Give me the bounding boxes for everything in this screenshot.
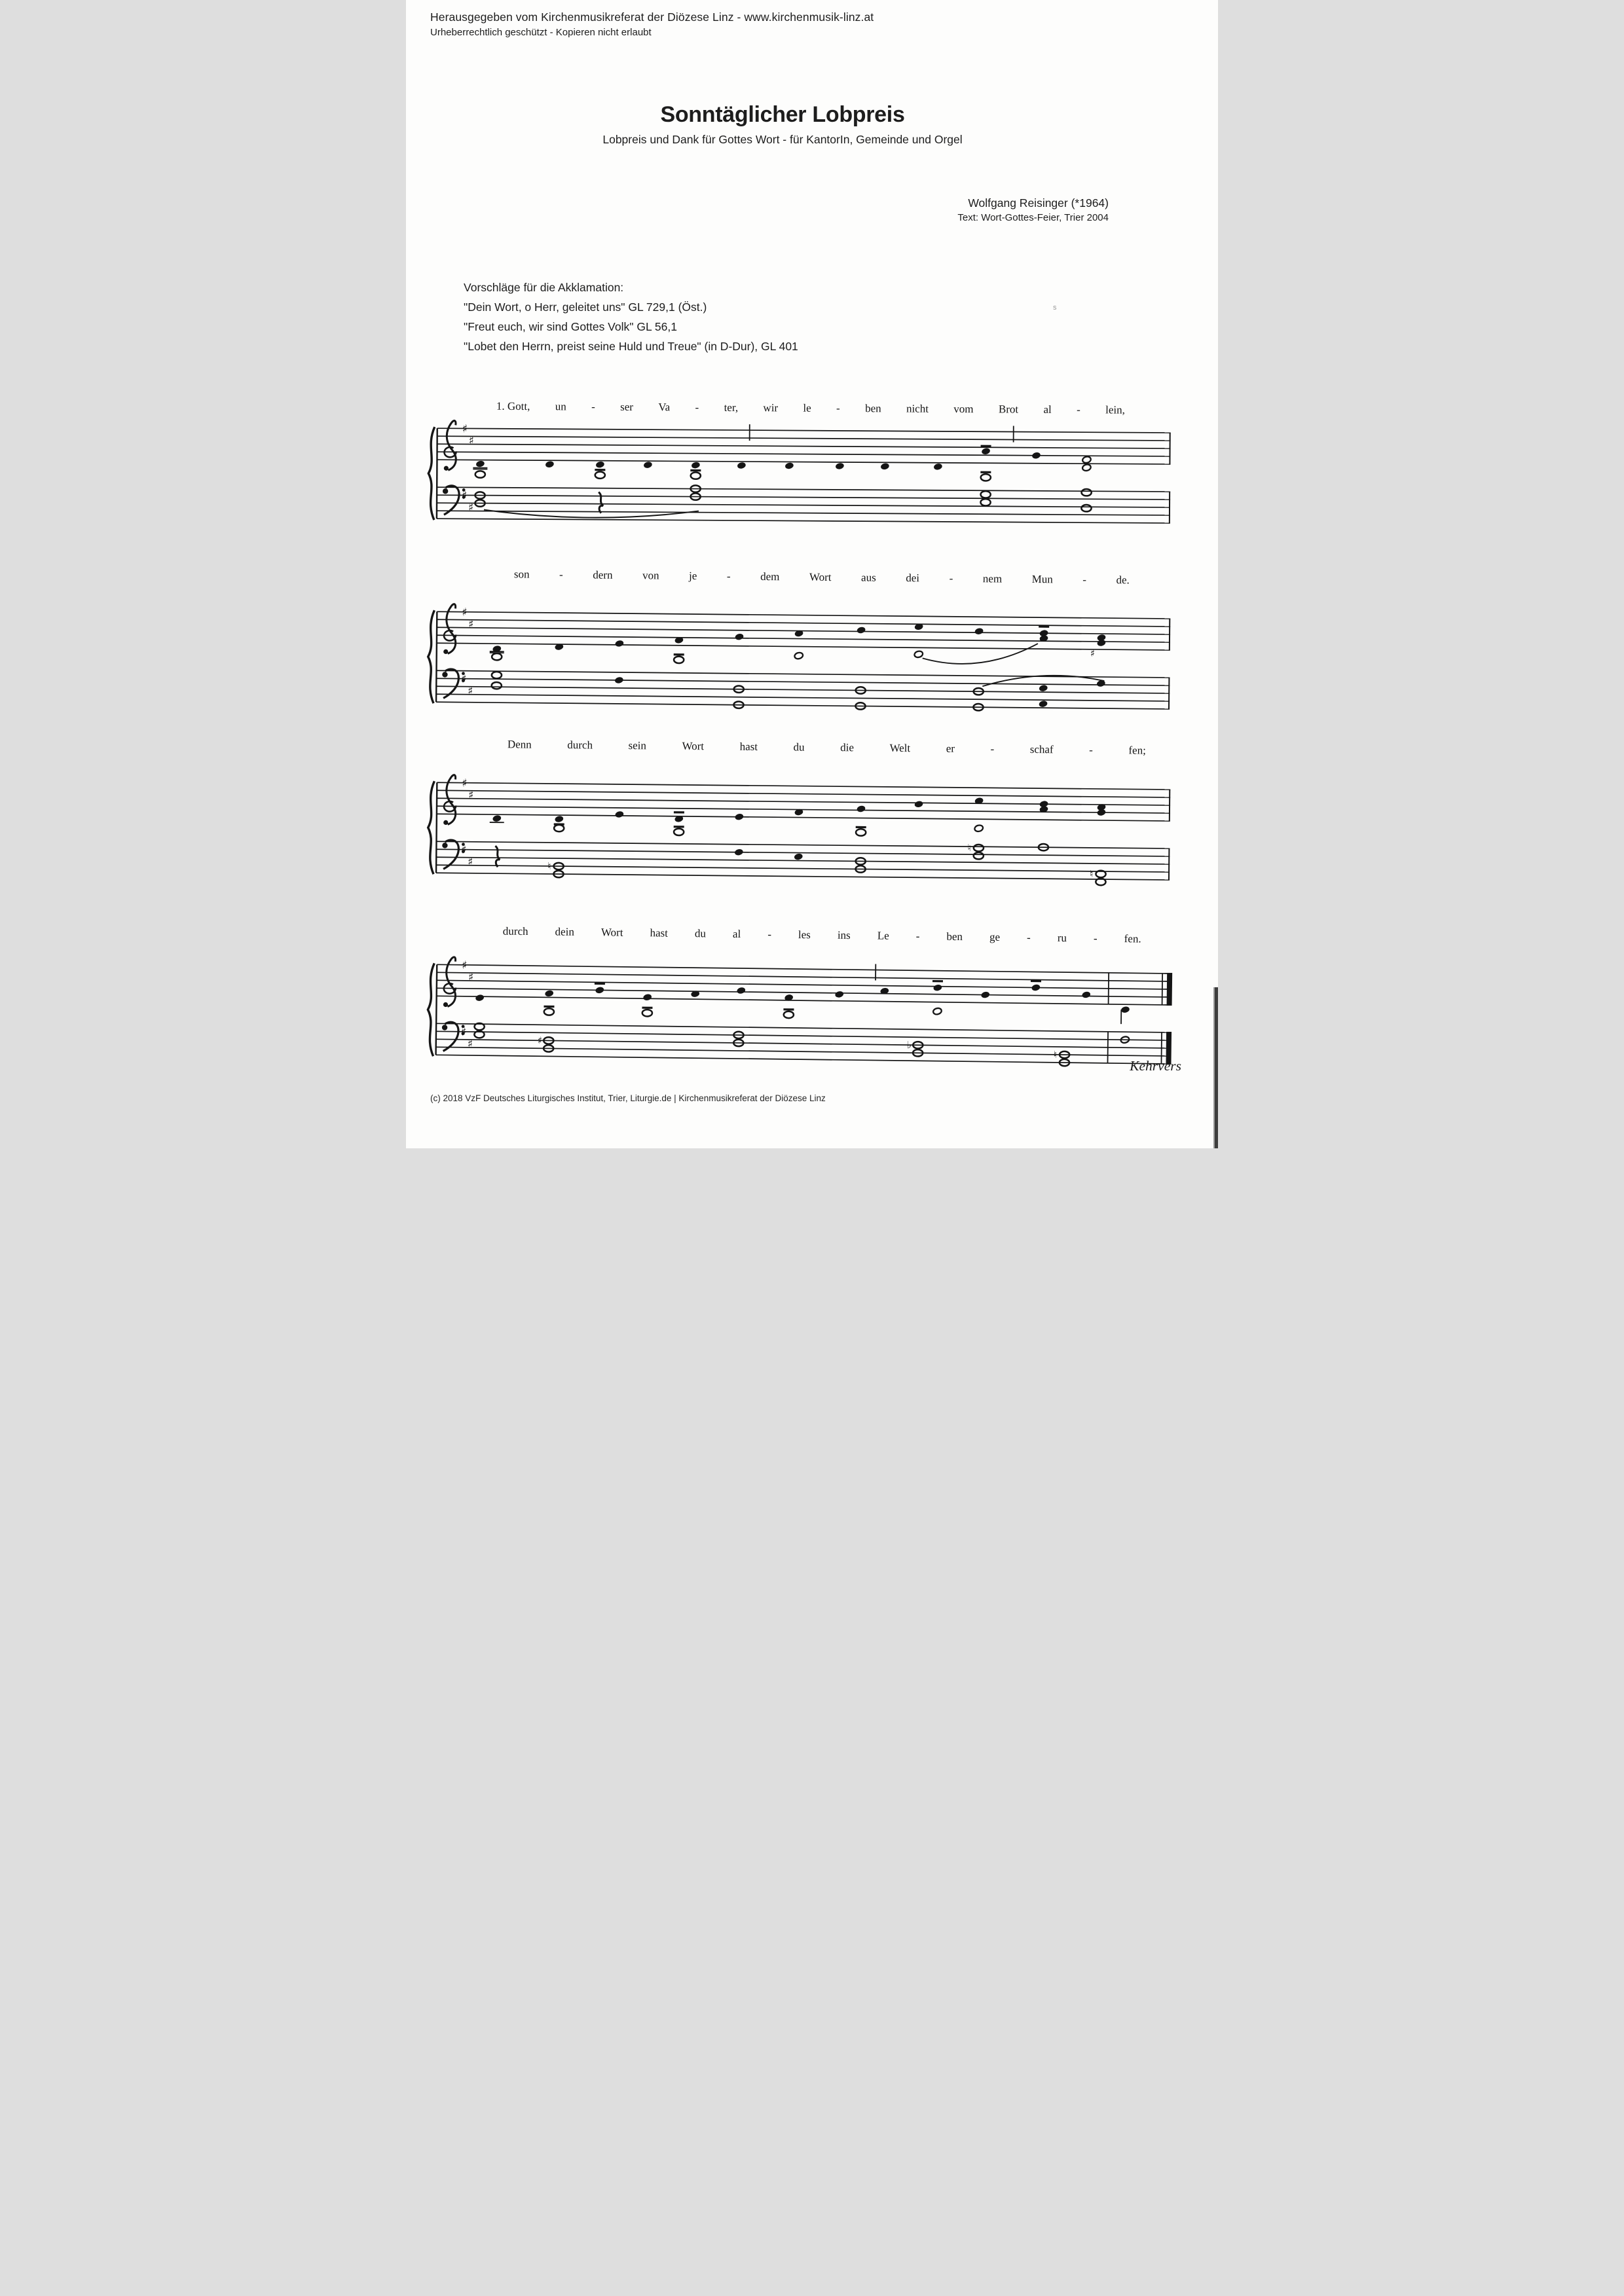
- lyric-syllable: ser: [620, 400, 634, 413]
- lyric-syllable: -: [1089, 743, 1093, 756]
- sharp-icon: ♯: [468, 684, 473, 698]
- svg-text:♮: ♮: [1053, 1048, 1058, 1061]
- sharp-icon: ♯: [461, 843, 467, 857]
- page-title: Sonntäglicher Lobpreis: [660, 102, 905, 127]
- lyric-syllable: -: [915, 930, 920, 943]
- lyric-syllable: ben: [946, 930, 963, 943]
- lyric-syllable: -: [990, 742, 995, 756]
- sharp-icon: ♯: [468, 970, 474, 985]
- lyric-syllable: -: [767, 928, 772, 941]
- grand-staff: [423, 768, 1184, 892]
- lyric-syllable: de.: [1116, 574, 1130, 587]
- lyric-syllable: Mun: [1031, 572, 1053, 586]
- lyric-syllable: -: [949, 572, 953, 585]
- lyric-syllable: hast: [650, 926, 669, 939]
- svg-text:♯: ♯: [1090, 647, 1096, 659]
- brace-icon: [428, 963, 435, 1056]
- lyric-syllable: Brot: [998, 403, 1019, 416]
- acclamation-item: "Lobet den Herrn, preist seine Huld und Treue" (in D-Dur), GL 401: [464, 340, 798, 353]
- acclamation-block: [464, 278, 798, 356]
- lyric-syllable: nem: [982, 572, 1003, 585]
- lyric-syllable: -: [1026, 931, 1031, 944]
- sharp-icon: ♯: [461, 672, 467, 686]
- sharp-icon: ♯: [468, 434, 474, 448]
- lyric-syllable: al: [1043, 403, 1052, 416]
- lyric-syllable: fen.: [1124, 932, 1141, 945]
- sharp-icon: ♯: [460, 1025, 467, 1039]
- copyright-notice: Urheberrechtlich geschützt - Kopieren nicht erlaubt: [430, 27, 652, 38]
- lyric-syllable: Wort: [809, 570, 832, 584]
- lyric-syllable: schaf: [1029, 742, 1054, 756]
- lyric-syllable: du: [793, 740, 805, 754]
- music-system-3: [406, 737, 1218, 896]
- brace-icon: [428, 427, 435, 520]
- lyric-syllable: Le: [877, 929, 889, 942]
- scan-edge-artifact: [1213, 987, 1215, 1148]
- sharp-icon: ♯: [468, 501, 474, 515]
- lyric-syllable: Welt: [889, 741, 911, 755]
- lyric-syllable: -: [695, 401, 699, 414]
- lyric-syllable: al: [732, 927, 741, 941]
- lyric-syllable: hast: [739, 740, 758, 753]
- lyric-syllable: le: [803, 401, 811, 414]
- sharp-icon: ♯: [468, 855, 473, 869]
- lyric-syllable: ge: [989, 930, 1001, 943]
- kehrvers-label: Kehrvers: [1130, 1058, 1181, 1074]
- svg-text:♯: ♯: [537, 1034, 543, 1047]
- sharp-icon: ♯: [468, 617, 474, 631]
- lyric-syllable: Va: [658, 401, 671, 414]
- page-footer: (c) 2018 VzF Deutsches Liturgisches Institut, Trier, Liturgie.de | Kirchenmusikreferat der Diözese Linz: [430, 1093, 826, 1103]
- lyric-syllable: er: [946, 742, 955, 755]
- lyric-syllable: sein: [628, 739, 647, 752]
- lyrics-row: [514, 568, 1130, 587]
- lyric-syllable: -: [1093, 932, 1098, 945]
- acclamation-heading: Vorschläge für die Akklamation:: [464, 281, 624, 294]
- brace-icon: [428, 781, 434, 874]
- page-header: [430, 10, 874, 38]
- lyrics-row: [503, 925, 1141, 946]
- page-subtitle: Lobpreis und Dank für Gottes Wort - für KantorIn, Gemeinde und Orgel: [602, 133, 963, 146]
- lyric-syllable: lein,: [1105, 403, 1125, 416]
- lyric-syllable: ins: [837, 928, 851, 942]
- sharp-icon: ♯: [462, 606, 468, 619]
- lyric-syllable: -: [836, 401, 840, 414]
- lyric-syllable: aus: [860, 571, 876, 584]
- lyric-syllable: dein: [555, 925, 575, 938]
- lyric-syllable: dern: [593, 568, 613, 581]
- music-system-1: [406, 399, 1218, 555]
- brace-icon: [428, 610, 434, 703]
- music-system-4: [406, 924, 1218, 1084]
- sharp-icon: ♯: [462, 489, 468, 503]
- grand-staff: [423, 597, 1184, 721]
- lyric-syllable: vom: [953, 402, 974, 416]
- lyric-syllable: 1. Gott,: [496, 399, 530, 413]
- title-block: [406, 102, 1159, 147]
- scan-edge-artifact: [1215, 987, 1218, 1148]
- lyric-syllable: un: [555, 400, 566, 413]
- lyric-syllable: -: [1082, 573, 1087, 586]
- acclamation-item: "Dein Wort, o Herr, geleitet uns" GL 729,1 (Öst.): [464, 301, 707, 314]
- lyric-syllable: ter,: [724, 401, 739, 414]
- lyric-syllable: ru: [1057, 931, 1067, 945]
- sharp-icon: ♯: [462, 422, 468, 436]
- svg-text:♭: ♭: [906, 1039, 912, 1051]
- lyric-syllable: dei: [906, 572, 920, 585]
- grand-staff: [422, 950, 1183, 1076]
- lyric-syllable: -: [591, 400, 595, 413]
- lyric-syllable: von: [642, 569, 659, 582]
- grand-staff: [424, 414, 1184, 535]
- sharp-icon: ♯: [462, 776, 468, 790]
- lyric-syllable: durch: [567, 738, 593, 752]
- lyric-syllable: Wort: [682, 739, 705, 753]
- sheet-music-page: [406, 0, 1218, 1148]
- lyric-syllable: wir: [763, 401, 779, 414]
- svg-text:♮: ♮: [967, 842, 971, 854]
- svg-text:♮: ♮: [1089, 867, 1094, 880]
- lyric-syllable: je: [689, 569, 697, 583]
- sharp-icon: ♯: [462, 958, 468, 972]
- sharp-icon: ♯: [467, 1037, 473, 1051]
- lyric-syllable: du: [694, 927, 707, 940]
- lyric-syllable: son: [513, 568, 530, 581]
- lyric-syllable: fen;: [1128, 744, 1146, 757]
- credits-block: [957, 196, 1109, 223]
- lyric-syllable: nicht: [906, 402, 929, 415]
- lyric-syllable: Wort: [600, 926, 623, 939]
- lyric-syllable: durch: [502, 924, 528, 938]
- lyric-syllable: -: [559, 568, 563, 581]
- music-system-2: [406, 567, 1218, 725]
- text-source: Text: Wort-Gottes-Feier, Trier 2004: [957, 212, 1109, 223]
- acclamation-item: "Freut euch, wir sind Gottes Volk" GL 56,1: [464, 320, 677, 333]
- lyric-syllable: -: [1077, 403, 1080, 416]
- lyrics-row: [507, 738, 1146, 757]
- lyric-syllable: ben: [865, 402, 881, 415]
- scan-speck: s: [1053, 304, 1057, 312]
- sharp-icon: ♯: [468, 788, 474, 802]
- lyric-syllable: dem: [760, 570, 780, 583]
- lyric-syllable: Denn: [507, 738, 532, 751]
- composer-name: Wolfgang Reisinger (*1964): [968, 196, 1109, 210]
- svg-text:♮: ♮: [547, 860, 551, 872]
- publisher-line: Herausgegeben vom Kirchenmusikreferat der Diözese Linz - www.kirchenmusik-linz.at: [430, 10, 874, 24]
- lyric-syllable: die: [840, 741, 855, 754]
- lyric-syllable: -: [726, 570, 731, 583]
- lyric-syllable: les: [798, 928, 811, 941]
